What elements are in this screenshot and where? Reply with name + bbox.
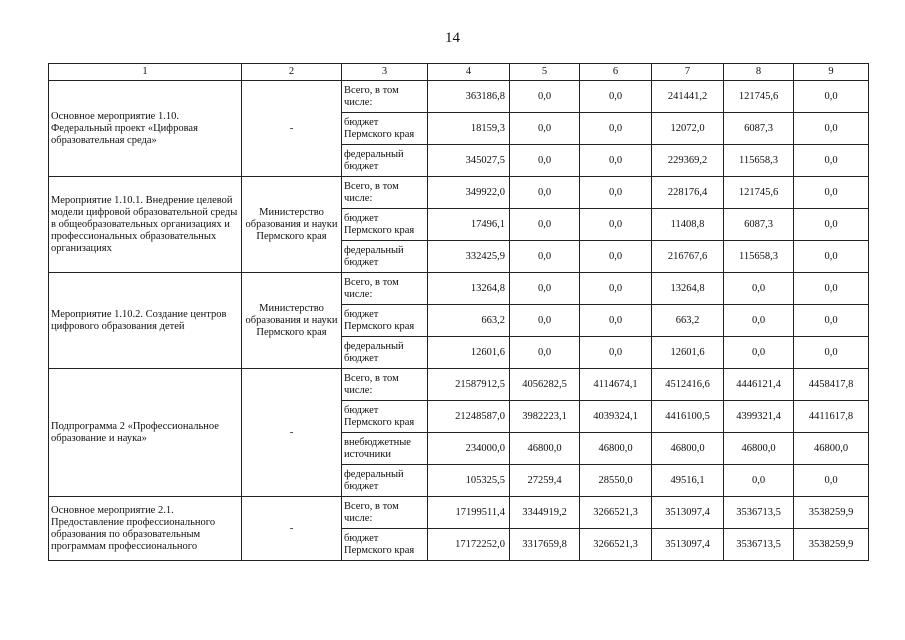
amount-cell: 0,0	[580, 305, 652, 337]
amount-cell: 0,0	[794, 241, 869, 273]
amount-cell: 0,0	[580, 337, 652, 369]
column-header: 5	[510, 64, 580, 81]
budget-table	[48, 63, 869, 561]
activity-name-cell: Мероприятие 1.10.2. Создание центров цифрового образования детей	[49, 273, 242, 369]
amount-cell: 21248587,0	[428, 401, 510, 433]
amount-cell: 46800,0	[510, 433, 580, 465]
amount-cell: 4411617,8	[794, 401, 869, 433]
activity-name-cell: Основное мероприятие 1.10. Федеральный проект «Цифровая образовательная среда»	[49, 81, 242, 177]
page-number: 14	[445, 30, 460, 46]
amount-cell: 4056282,5	[510, 369, 580, 401]
executor-cell: Министерство образования и науки Пермского края	[242, 273, 342, 369]
column-header: 3	[342, 64, 428, 81]
activity-name-cell: Основное мероприятие 2.1. Предоставление профессионального образования по образовательным программам профессионального	[49, 497, 242, 561]
amount-cell: 0,0	[724, 465, 794, 497]
executor-cell: -	[242, 369, 342, 497]
column-header: 9	[794, 64, 869, 81]
amount-cell: 13264,8	[652, 273, 724, 305]
amount-cell: 3266521,3	[580, 529, 652, 561]
column-number-row	[49, 64, 869, 81]
amount-cell: 0,0	[580, 145, 652, 177]
amount-cell: 3266521,3	[580, 497, 652, 529]
table-row	[49, 369, 869, 401]
amount-cell: 105325,5	[428, 465, 510, 497]
funding-source-cell: внебюджетные источники	[342, 433, 428, 465]
amount-cell: 241441,2	[652, 81, 724, 113]
amount-cell: 12601,6	[428, 337, 510, 369]
amount-cell: 0,0	[794, 305, 869, 337]
amount-cell: 4039324,1	[580, 401, 652, 433]
amount-cell: 3536713,5	[724, 529, 794, 561]
funding-source-cell: федеральный бюджет	[342, 241, 428, 273]
amount-cell: 0,0	[510, 177, 580, 209]
activity-name-cell: Мероприятие 1.10.1. Внедрение целевой модели цифровой образовательной среды в общеобразовательных организациях и профессиональных образовательных организациях	[49, 177, 242, 273]
funding-source-cell: Всего, в том числе:	[342, 497, 428, 529]
amount-cell: 4512416,6	[652, 369, 724, 401]
amount-cell: 216767,6	[652, 241, 724, 273]
amount-cell: 228176,4	[652, 177, 724, 209]
table-row	[49, 497, 869, 529]
amount-cell: 121745,6	[724, 177, 794, 209]
column-header: 4	[428, 64, 510, 81]
amount-cell: 663,2	[652, 305, 724, 337]
amount-cell: 0,0	[510, 113, 580, 145]
funding-source-cell: Всего, в том числе:	[342, 369, 428, 401]
amount-cell: 46800,0	[652, 433, 724, 465]
table-row	[49, 81, 869, 113]
amount-cell: 0,0	[794, 465, 869, 497]
amount-cell: 0,0	[510, 209, 580, 241]
amount-cell: 28550,0	[580, 465, 652, 497]
table-row	[49, 273, 869, 305]
amount-cell: 0,0	[580, 113, 652, 145]
amount-cell: 46800,0	[580, 433, 652, 465]
amount-cell: 663,2	[428, 305, 510, 337]
column-header: 2	[242, 64, 342, 81]
amount-cell: 13264,8	[428, 273, 510, 305]
amount-cell: 229369,2	[652, 145, 724, 177]
amount-cell: 17496,1	[428, 209, 510, 241]
amount-cell: 6087,3	[724, 209, 794, 241]
amount-cell: 363186,8	[428, 81, 510, 113]
amount-cell: 18159,3	[428, 113, 510, 145]
amount-cell: 0,0	[724, 305, 794, 337]
amount-cell: 4114674,1	[580, 369, 652, 401]
amount-cell: 234000,0	[428, 433, 510, 465]
funding-source-cell: Всего, в том числе:	[342, 177, 428, 209]
amount-cell: 0,0	[724, 273, 794, 305]
funding-source-cell: бюджет Пермского края	[342, 529, 428, 561]
executor-cell: -	[242, 497, 342, 561]
amount-cell: 0,0	[794, 177, 869, 209]
amount-cell: 0,0	[794, 209, 869, 241]
amount-cell: 4416100,5	[652, 401, 724, 433]
amount-cell: 0,0	[724, 337, 794, 369]
amount-cell: 3536713,5	[724, 497, 794, 529]
amount-cell: 3513097,4	[652, 497, 724, 529]
amount-cell: 0,0	[580, 81, 652, 113]
amount-cell: 3317659,8	[510, 529, 580, 561]
amount-cell: 21587912,5	[428, 369, 510, 401]
amount-cell: 6087,3	[724, 113, 794, 145]
activity-name-cell: Подпрограмма 2 «Профессиональное образование и наука»	[49, 369, 242, 497]
amount-cell: 4458417,8	[794, 369, 869, 401]
funding-source-cell: бюджет Пермского края	[342, 209, 428, 241]
amount-cell: 0,0	[510, 145, 580, 177]
amount-cell: 0,0	[794, 113, 869, 145]
column-header: 1	[49, 64, 242, 81]
column-header: 8	[724, 64, 794, 81]
funding-source-cell: бюджет Пермского края	[342, 113, 428, 145]
amount-cell: 0,0	[794, 81, 869, 113]
executor-cell: -	[242, 81, 342, 177]
amount-cell: 345027,5	[428, 145, 510, 177]
amount-cell: 0,0	[794, 145, 869, 177]
amount-cell: 121745,6	[724, 81, 794, 113]
amount-cell: 49516,1	[652, 465, 724, 497]
amount-cell: 0,0	[580, 241, 652, 273]
amount-cell: 46800,0	[724, 433, 794, 465]
amount-cell: 0,0	[510, 273, 580, 305]
amount-cell: 0,0	[510, 305, 580, 337]
amount-cell: 4399321,4	[724, 401, 794, 433]
amount-cell: 12072,0	[652, 113, 724, 145]
funding-source-cell: Всего, в том числе:	[342, 81, 428, 113]
amount-cell: 0,0	[580, 273, 652, 305]
funding-source-cell: бюджет Пермского края	[342, 401, 428, 433]
amount-cell: 27259,4	[510, 465, 580, 497]
amount-cell: 0,0	[510, 241, 580, 273]
column-header: 7	[652, 64, 724, 81]
amount-cell: 46800,0	[794, 433, 869, 465]
funding-source-cell: федеральный бюджет	[342, 337, 428, 369]
amount-cell: 3513097,4	[652, 529, 724, 561]
executor-cell: Министерство образования и науки Пермского края	[242, 177, 342, 273]
funding-source-cell: федеральный бюджет	[342, 465, 428, 497]
amount-cell: 0,0	[580, 209, 652, 241]
column-header: 6	[580, 64, 652, 81]
amount-cell: 3538259,9	[794, 497, 869, 529]
funding-source-cell: федеральный бюджет	[342, 145, 428, 177]
amount-cell: 12601,6	[652, 337, 724, 369]
funding-source-cell: Всего, в том числе:	[342, 273, 428, 305]
amount-cell: 11408,8	[652, 209, 724, 241]
amount-cell: 0,0	[580, 177, 652, 209]
amount-cell: 3538259,9	[794, 529, 869, 561]
funding-source-cell: бюджет Пермского края	[342, 305, 428, 337]
amount-cell: 17172252,0	[428, 529, 510, 561]
amount-cell: 0,0	[794, 337, 869, 369]
table-row	[49, 177, 869, 209]
amount-cell: 0,0	[794, 273, 869, 305]
amount-cell: 4446121,4	[724, 369, 794, 401]
amount-cell: 3344919,2	[510, 497, 580, 529]
amount-cell: 115658,3	[724, 145, 794, 177]
amount-cell: 3982223,1	[510, 401, 580, 433]
amount-cell: 17199511,4	[428, 497, 510, 529]
amount-cell: 332425,9	[428, 241, 510, 273]
amount-cell: 0,0	[510, 81, 580, 113]
amount-cell: 349922,0	[428, 177, 510, 209]
amount-cell: 0,0	[510, 337, 580, 369]
amount-cell: 115658,3	[724, 241, 794, 273]
